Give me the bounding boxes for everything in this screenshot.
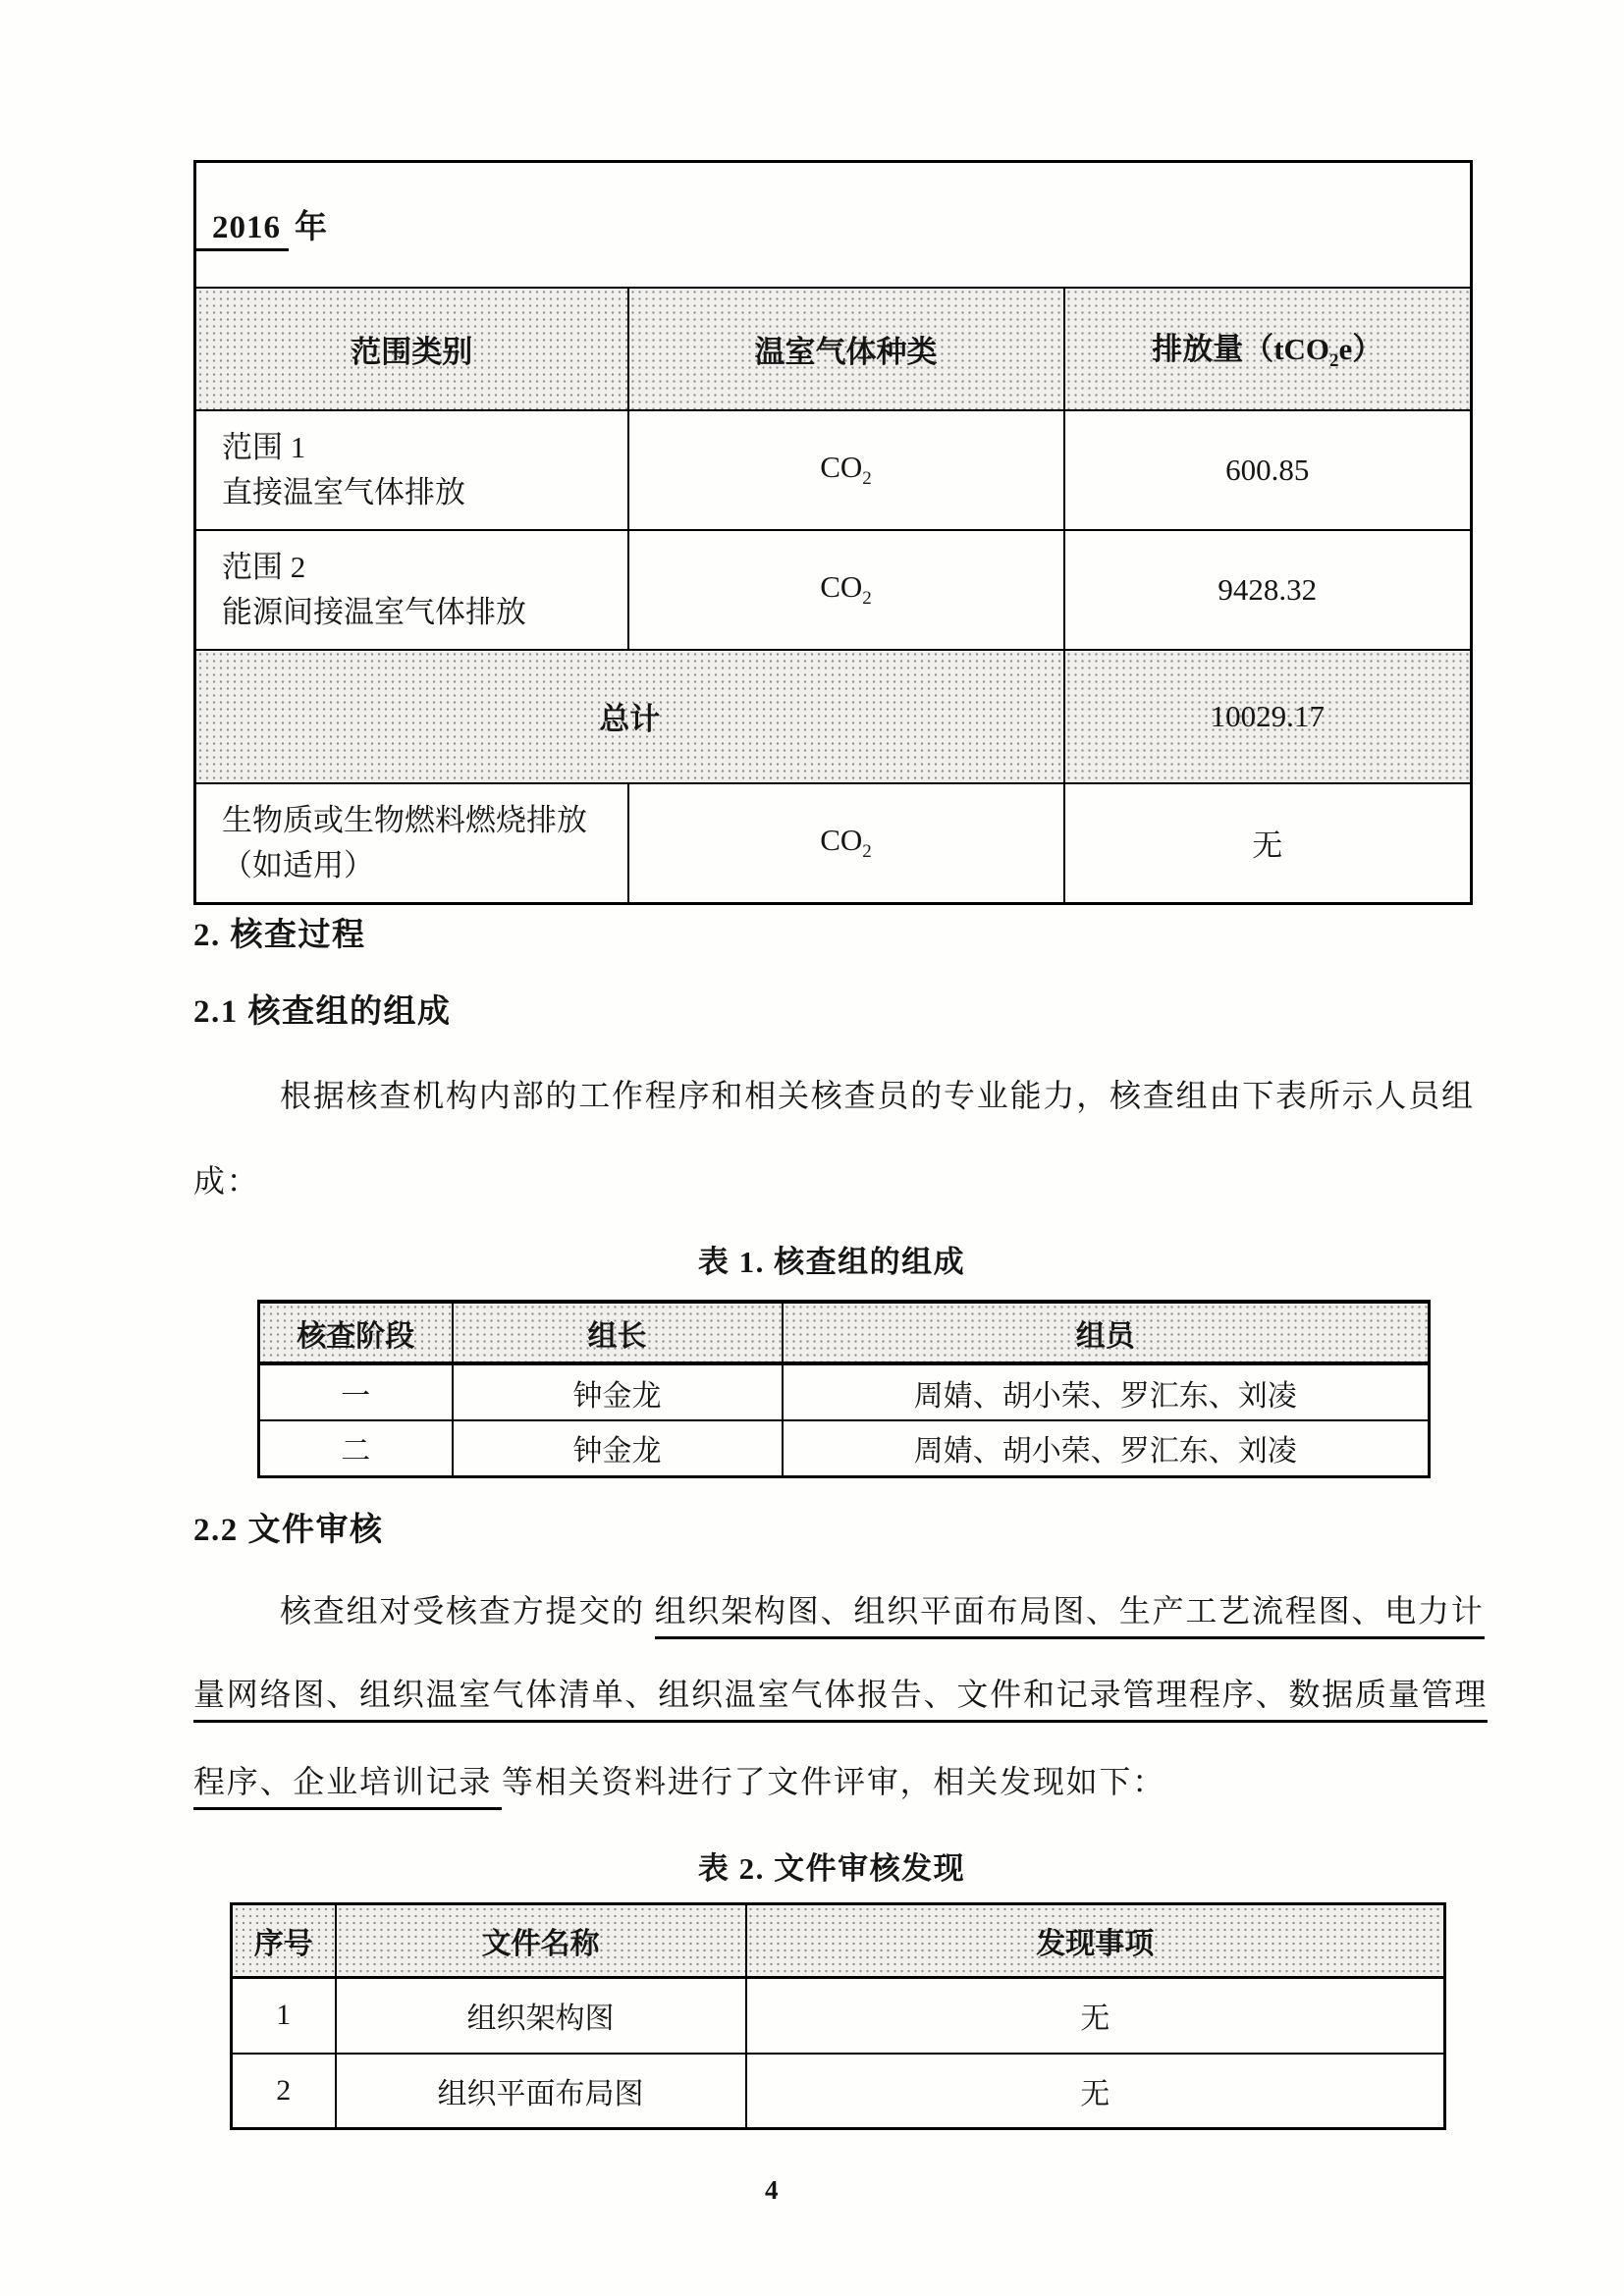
- header-scope-category: 范围类别: [195, 288, 628, 410]
- scope2-row: [195, 530, 1472, 650]
- scope2-line1: 范围 2: [222, 549, 306, 584]
- team-header-row: [259, 1302, 1430, 1363]
- section-2-2-paragraph-line3: [193, 1757, 1165, 1802]
- biomass-line1: 生物质或生物燃料燃烧排放: [222, 802, 587, 837]
- scope1-gas-subscript: 2: [862, 468, 872, 490]
- year-value: 2016: [196, 210, 289, 251]
- scope2-line2: 能源间接温室气体排放: [222, 594, 526, 629]
- header-serial-number: 序号: [232, 1904, 336, 1978]
- line3-normal-text: 等相关资料进行了文件评审，相关发现如下：: [502, 1764, 1166, 1799]
- doc-1-number: 1: [232, 1978, 336, 2054]
- verification-team-table: [257, 1300, 1431, 1478]
- header-verification-stage: 核查阶段: [259, 1302, 453, 1363]
- scope1-gas-cell: [628, 410, 1064, 530]
- members-1: 周婧、胡小荣、罗汇东、刘凌: [783, 1363, 1430, 1420]
- header-document-name: 文件名称: [336, 1904, 746, 1978]
- scope2-value: 9428.32: [1064, 530, 1472, 650]
- team-row-2: [259, 1420, 1430, 1476]
- header-emission-amount: [1064, 288, 1472, 410]
- header-team-leader: 组长: [453, 1302, 783, 1363]
- leader-2: 钟金龙: [453, 1420, 783, 1476]
- scope1-label-cell: [195, 410, 628, 530]
- header-findings: 发现事项: [746, 1904, 1445, 1978]
- document-review-table: [230, 1902, 1446, 2130]
- section-2-2-heading: 2.2 文件审核: [193, 1513, 384, 1548]
- line2-underlined-docs: 量网络图、组织温室气体清单、组织温室气体报告、文件和记录管理程序、数据质量管理: [193, 1677, 1488, 1723]
- emissions-year-row: [195, 162, 1472, 288]
- table2-caption: 表 2. 文件审核发现: [697, 1851, 966, 1886]
- doc-1-name: 组织架构图: [336, 1978, 746, 2054]
- section-2-2-paragraph-line2: [193, 1670, 1488, 1715]
- section-2-2-paragraph-line1: [280, 1586, 1485, 1631]
- docs-header-row: [232, 1904, 1445, 1978]
- section-2-heading: 2. 核查过程: [193, 918, 366, 953]
- scope2-gas-subscript: 2: [862, 588, 872, 610]
- section-2-1-paragraph-line1: 根据核查机构内部的工作程序和相关核查员的专业能力，核查组由下表所示人员组: [280, 1078, 1475, 1113]
- scope2-label-cell: [195, 530, 628, 650]
- stage-1: 一: [259, 1363, 453, 1420]
- total-label: 总计: [195, 650, 1064, 783]
- scope1-row: [195, 410, 1472, 530]
- header-amount-subscript: 2: [1329, 350, 1339, 372]
- header-ghg-type: 温室气体种类: [628, 288, 1064, 410]
- biomass-gas-subscript: 2: [862, 841, 872, 863]
- scope1-line1: 范围 1: [222, 429, 306, 464]
- scope2-gas-cell: [628, 530, 1064, 650]
- biomass-label-cell: [195, 783, 628, 904]
- doc-1-finding: 无: [746, 1978, 1445, 2054]
- header-amount-suffix: e）: [1338, 332, 1383, 367]
- emissions-table: [193, 160, 1473, 905]
- header-team-members: 组员: [783, 1302, 1430, 1363]
- biomass-row: [195, 783, 1472, 904]
- doc-2-name: 组织平面布局图: [336, 2054, 746, 2129]
- line3-underlined-docs: 程序、企业培训记录: [193, 1764, 502, 1810]
- docs-row-1: [232, 1978, 1445, 2054]
- docs-row-2: [232, 2054, 1445, 2129]
- scope1-gas: CO: [820, 449, 863, 484]
- total-row: [195, 650, 1472, 783]
- leader-1: 钟金龙: [453, 1363, 783, 1420]
- scope2-gas: CO: [820, 568, 863, 604]
- scope1-value: 600.85: [1064, 410, 1472, 530]
- section-2-1-heading: 2.1 核查组的组成: [193, 994, 452, 1030]
- doc-2-number: 2: [232, 2054, 336, 2129]
- team-row-1: [259, 1363, 1430, 1420]
- stage-2: 二: [259, 1420, 453, 1476]
- total-value: 10029.17: [1064, 650, 1472, 783]
- line1-normal-text: 核查组对受核查方提交的: [280, 1593, 655, 1629]
- header-amount-prefix: 排放量（tCO: [1152, 332, 1330, 367]
- emissions-header-row: [195, 288, 1472, 410]
- page-number: 4: [765, 2175, 779, 2205]
- biomass-gas: CO: [820, 822, 863, 857]
- year-suffix: 年: [295, 210, 327, 246]
- year-cell: [195, 162, 1472, 288]
- section-2-1-paragraph-line2: 成：: [193, 1163, 260, 1199]
- scope1-line2: 直接温室气体排放: [222, 474, 465, 509]
- biomass-gas-cell: [628, 783, 1064, 904]
- members-2: 周婧、胡小荣、罗汇东、刘凌: [783, 1420, 1430, 1476]
- biomass-line2: （如适用）: [222, 847, 374, 882]
- table1-caption: 表 1. 核查组的组成: [697, 1245, 966, 1279]
- doc-2-finding: 无: [746, 2054, 1445, 2129]
- line1-underlined-docs: 组织架构图、组织平面布局图、生产工艺流程图、电力计: [655, 1593, 1485, 1639]
- biomass-value: 无: [1064, 783, 1472, 904]
